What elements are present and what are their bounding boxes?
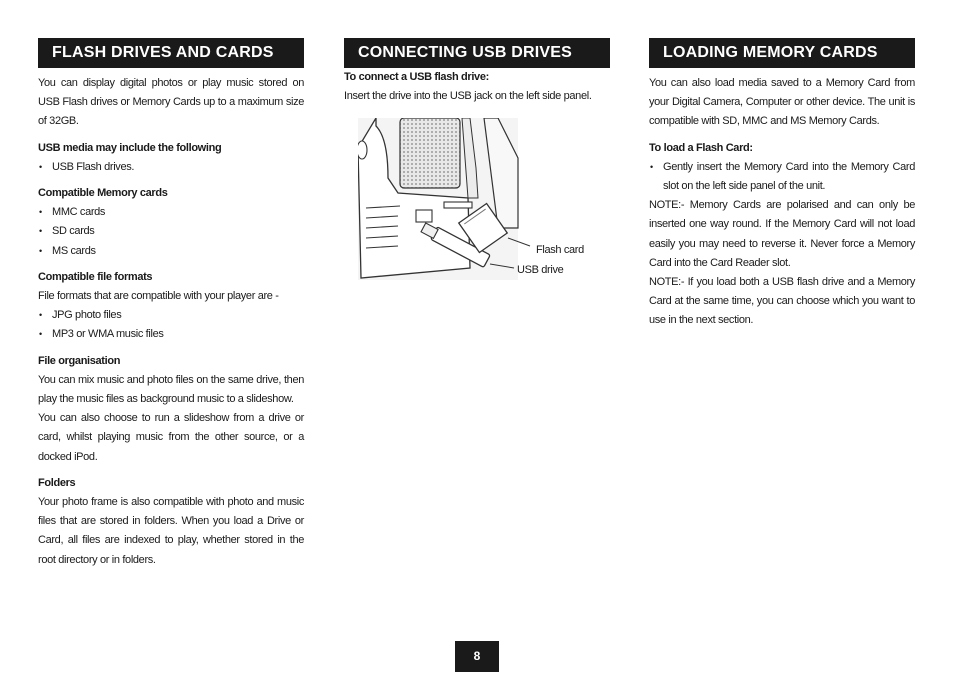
- list-item: • MMC cards: [38, 203, 304, 222]
- list-item: • USB Flash drives.: [38, 158, 304, 177]
- usb-media-title: USB media may include the following: [38, 141, 222, 154]
- memory-cards-title: Compatible Memory cards: [38, 187, 168, 200]
- intro-paragraph: You can also load media saved to a Memory Card from your Digital Camera, Computer or other device. The unit is compatible with SD, MMC and MS Memory Cards.: [649, 77, 915, 128]
- column-connecting-usb: [344, 38, 610, 298]
- load-card-subtitle: To load a Flash Card:: [649, 141, 753, 154]
- folders-title: Folders: [38, 476, 76, 489]
- connect-usb-subtitle: To connect a USB flash drive:: [344, 71, 489, 83]
- intro-paragraph: You can display digital photos or play music stored on USB Flash drives or Memory Cards up to a maximum size of 32GB.: [38, 77, 304, 128]
- section-heading: CONNECTING USB DRIVES: [344, 38, 610, 68]
- list-item: • Gently insert the Memory Card into the Memory Card slot on the left side panel of the unit.: [649, 158, 915, 196]
- column-flash-drives: [38, 38, 304, 570]
- list-item: • MS cards: [38, 242, 304, 261]
- section-heading: LOADING MEMORY CARDS: [649, 38, 915, 68]
- section-heading: FLASH DRIVES AND CARDS: [38, 38, 304, 68]
- memory-cards-list: [38, 203, 304, 261]
- list-item: • MP3 or WMA music files: [38, 325, 304, 344]
- file-formats-title: Compatible file formats: [38, 270, 153, 283]
- list-item: • SD cards: [38, 222, 304, 241]
- file-organisation-title: File organisation: [38, 354, 121, 367]
- load-card-steps: [649, 158, 915, 196]
- file-formats-list: [38, 306, 304, 344]
- device-side-panel-drawing: [358, 118, 598, 284]
- usb-media-list: [38, 158, 304, 177]
- flash-card-label: Flash card: [536, 244, 584, 256]
- file-formats-intro: File formats that are compatible with your player are -: [38, 290, 279, 303]
- folders-paragraph: Your photo frame is also compatible with photo and music files that are stored in folders. When you load a Drive or Card, all files are indexed to play, whether stored in the root directory or in folders.: [38, 496, 304, 566]
- connect-usb-text: Insert the drive into the USB jack on the left side panel.: [344, 90, 592, 103]
- file-organisation-p1: You can mix music and photo files on the same drive, then play the music files as background music to a slideshow.: [38, 373, 304, 406]
- page-number: 8: [455, 641, 499, 672]
- note-both-media: NOTE:- If you load both a USB flash drive and a Memory Card at the same time, you can choose which you want to use in the next section.: [649, 276, 915, 327]
- column-loading-memory-cards: [649, 38, 915, 331]
- usb-device-illustration: [358, 118, 598, 284]
- note-polarised: NOTE:- Memory Cards are polarised and can only be inserted one way round. If the Memory Card will not load easily you may need to reverse it. Never force a Memory Card into the Card Reader slot.: [649, 199, 915, 269]
- list-item: • JPG photo files: [38, 306, 304, 325]
- file-organisation-p2: You can also choose to run a slideshow from a drive or card, whilst playing music from the other source, or a docked iPod.: [38, 412, 304, 463]
- usb-drive-label: USB drive: [517, 264, 564, 276]
